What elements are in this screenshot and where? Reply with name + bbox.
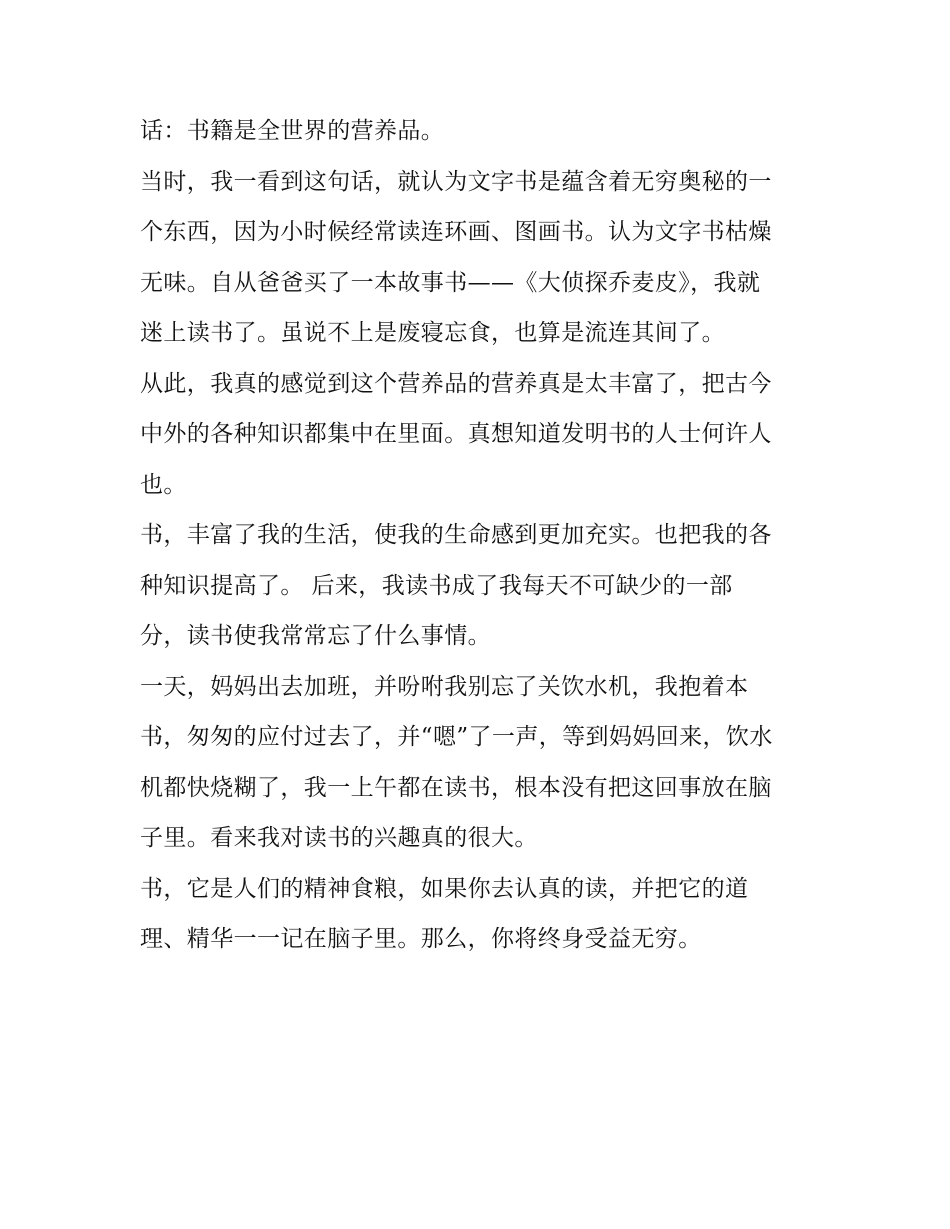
text-line: 从此，我真的感觉到这个营养品的营养真是太丰富了，把古今 [140, 370, 772, 397]
text-line: 书，匆匆的应付过去了，并“嗯”了一声，等到妈妈回来，饮水 [140, 724, 773, 750]
document-body [140, 106, 820, 965]
text-line: 中外的各种知识都集中在里面。真想知道发明书的人士何许人 [140, 421, 772, 447]
text-line: 书，丰富了我的生活，使我的生命感到更加充实。也把我的各 [140, 522, 772, 548]
text-line: 书，它是人们的精神食粮，如果你去认真的读，并把它的道 [140, 875, 749, 902]
text-line: 理、精华一一记在脑子里。那么，你将终身受益无穷。 [140, 926, 702, 952]
text-line: 种知识提高了。 后来，我读书成了我每天不可缺少的一部 [140, 572, 733, 599]
text-line: 无味。自从爸爸买了一本故事书——《大侦探乔麦皮》，我就 [140, 269, 761, 296]
text-line: 话：书籍是全世界的营养品。 [140, 118, 445, 144]
text-line: 个东西，因为小时候经常读连环画、图画书。认为文字书枯燥 [140, 219, 772, 245]
text-line: 也。 [140, 471, 187, 498]
text-line: 机都快烧糊了，我一上午都在读书，根本没有把这回事放在脑 [140, 774, 772, 801]
text-line: 子里。看来我对读书的兴趣真的很大。 [140, 825, 538, 851]
text-line: 分，读书使我常常忘了什么事情。 [140, 623, 491, 649]
text-line: 一天，妈妈出去加班，并吩咐我别忘了关饮水机，我抱着本 [140, 673, 749, 700]
text-line: 当时，我一看到这句话，就认为文字书是蕴含着无穷奥秘的一 [140, 168, 772, 195]
text-line: 迷上读书了。虽说不上是废寝忘食，也算是流连其间了。 [140, 320, 725, 346]
